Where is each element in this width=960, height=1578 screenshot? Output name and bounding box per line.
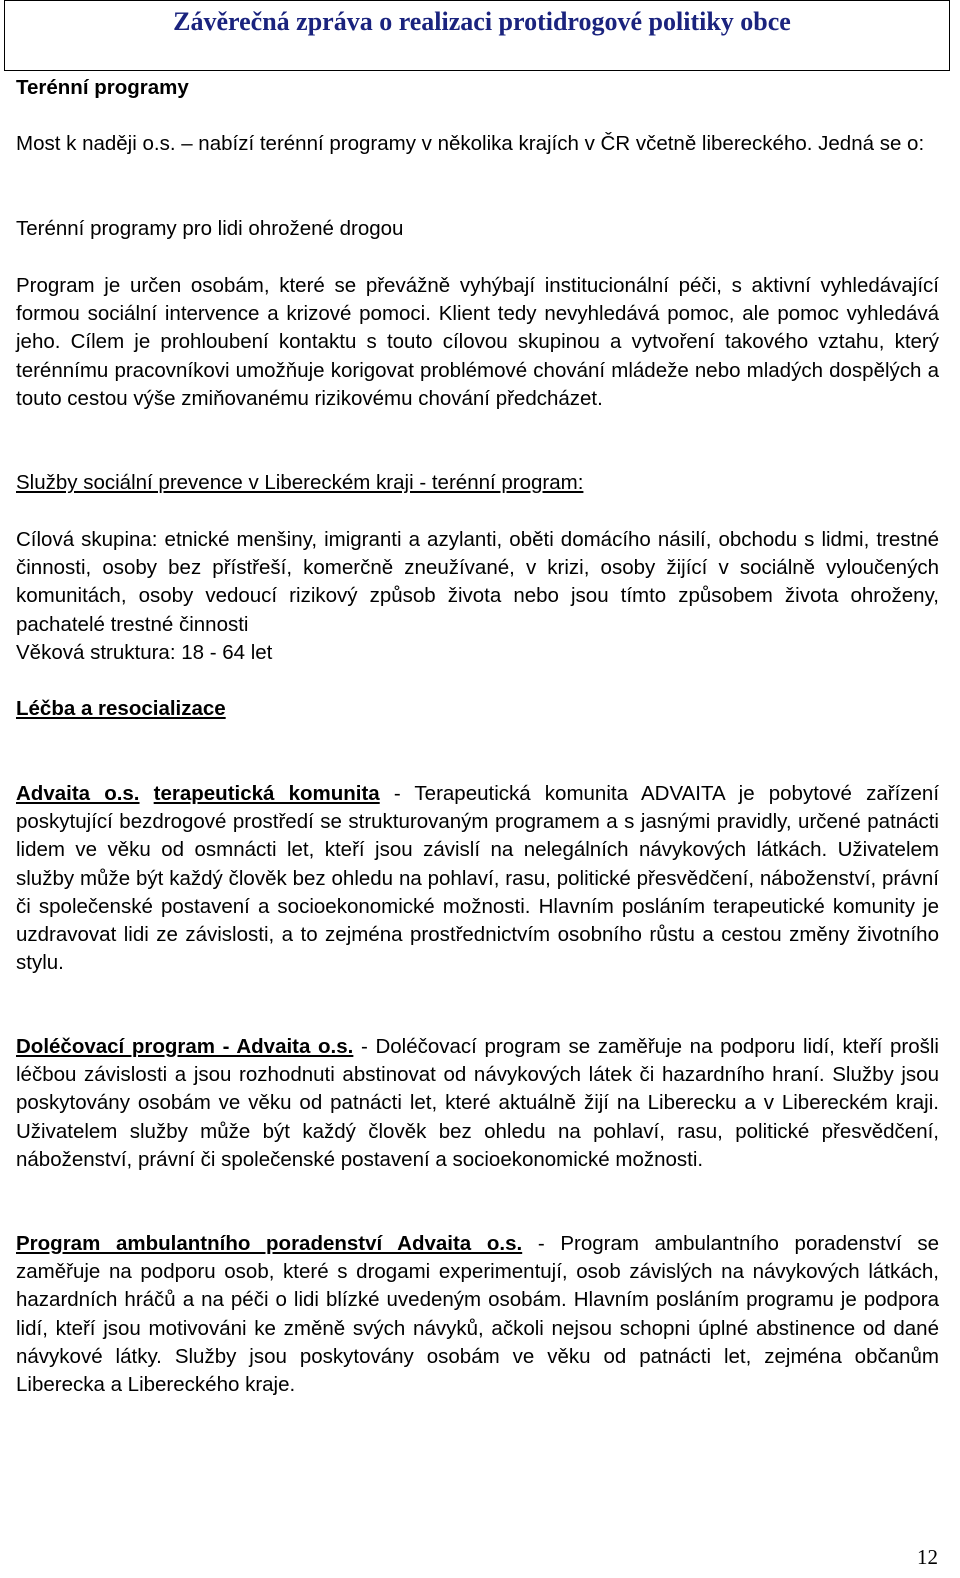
program-name: Doléčovací program - Advaita o.s. <box>16 1035 354 1058</box>
terenni-heading <box>16 74 939 102</box>
cilova-skupina-paragraph: Cílová skupina: etnické menšiny, imigranti a azylanti, oběti domácího násilí, obchodu s lidmi, trestné činnosti, osoby bez přístřeší, komerčně zneužívané, v krizi, osoby žijící v sociálně vyloučených komunitách, osoby vedoucí rizikový způsob života nebo jsou tímto způsobem života ohroženy, pachatelé trestné činnosti <box>16 528 939 636</box>
ambulantni-block <box>16 1230 939 1399</box>
sluzby-heading-block <box>16 469 939 497</box>
section-heading: Léčba a resocializace <box>16 697 226 720</box>
document-title: Závěrečná zpráva o realizaci protidrogové politiky obce <box>173 7 791 36</box>
header-box <box>4 0 950 71</box>
terenni-subheading-block <box>16 215 939 243</box>
terenni-intro-block <box>16 130 939 158</box>
lecba-heading-block <box>16 695 939 723</box>
org-name: Advaita o.s. <box>16 782 140 805</box>
advaita-block <box>16 780 939 977</box>
intro-paragraph: Most k naději o.s. – nabízí terénní programy v několika krajích v ČR včetně libereckého. Jedná se o: <box>16 132 925 155</box>
sluzby-heading: Služby sociální prevence v Libereckém kraji - terénní program: <box>16 471 584 494</box>
program-name: terapeutická komunita <box>153 782 380 805</box>
subheading: Terénní programy pro lidi ohrožené drogou <box>16 217 404 240</box>
section-heading: Terénní programy <box>16 76 189 99</box>
program-description: - Terapeutická komunita ADVAITA je pobytové zařízení poskytující bezdrogové prostředí se strukturovaným programem a s jasnými pravidly, určené patnácti lidem ve věku od osmnácti let, kteří jsou závislí na nelegálních návykových látkách. Uživatelem služby může být každý člověk bez ohledu na pohlaví, rasu, politické přesvědčení, náboženství, právní či společenské postavení a socioekonomické možnosti. Hlavním posláním terapeutické komunity je uzdravovat lidi ze závislosti, a to zejména prostřednictvím osobního růstu a cestou změny životního stylu. <box>16 782 940 975</box>
cilova-skupina-block <box>16 526 939 667</box>
ambulantni-paragraph <box>16 1230 939 1399</box>
advaita-paragraph <box>16 780 939 977</box>
program-description: - Program ambulantního poradenství se zaměřuje na podporu osob, které s drogami experimentují, osob závislých na návykových látkách, hazardních hráčů a na péči o lidi blízké uvedeným osobám. Hlavním posláním programu je podpora lidí, kteří jsou motivováni ke změně svých návyků, ačkoli nejsou schopni úplné abstinence od dané návykové látky. Služby jsou poskytovány osobám ve věku od patnácti let, zejména občanům Liberecka a Libereckého kraje. <box>16 1232 940 1397</box>
vekova-struktura: Věková struktura: 18 - 64 let <box>16 640 273 664</box>
body-paragraph: Program je určen osobám, které se převážně vyhýbají institucionální péči, s aktivní vyhledávající formou sociální intervence a krizové pomoci. Klient tedy nevyhledává pomoc, ale pomoc vyhledává jeho. Cílem je prohloubení kontaktu s touto cílovou skupinou a vytvoření takového vztahu, který terénnímu pracovníkovi umožňuje korigovat problémové chování mládeže nebo mladých dospělých a touto cestou výše zmiňovanému rizikovému chování předcházet. <box>16 274 939 410</box>
terenni-body-block <box>16 272 939 413</box>
program-description: - Doléčovací program se zaměřuje na podporu lidí, kteří prošli léčbou závislosti a jsou rozhodnuti abstinovat od návykových látek či hazardního hraní. Služby jsou poskytovány osobám ve věku od patnácti let, které aktuálně žijí na Liberecku a v Libereckém kraji. Uživatelem služby může být každý člověk bez ohledu na pohlaví, rasu, politické přesvědčení, náboženství, právní či společenské postavení a socioekonomické možnosti. <box>16 1035 939 1171</box>
program-name: Program ambulantního poradenství Advaita o.s. <box>16 1232 523 1255</box>
page-number: 12 <box>917 1545 938 1569</box>
dolecovaci-paragraph <box>16 1033 939 1174</box>
dolecovaci-block <box>16 1033 939 1174</box>
